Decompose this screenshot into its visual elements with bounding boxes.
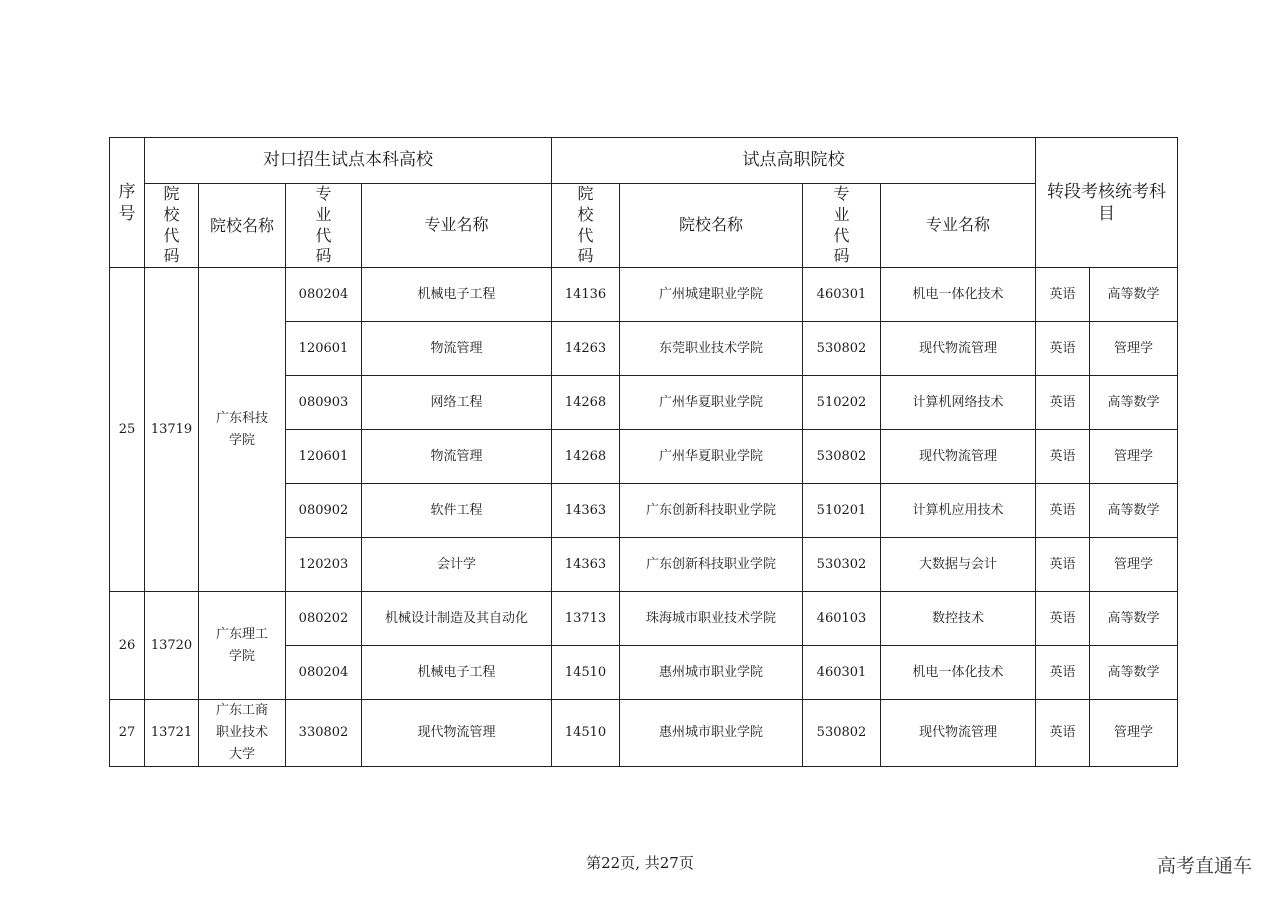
- subject2-cell: 管理学: [1090, 700, 1178, 767]
- voc-name-cell: 珠海城市职业技术学院: [620, 592, 803, 646]
- voc-code-cell: 14510: [552, 646, 620, 700]
- subject2-cell: 高等数学: [1090, 268, 1178, 322]
- subject1-cell: 英语: [1036, 700, 1090, 767]
- header-voc-code: 院校代码: [552, 184, 620, 268]
- voc-major-code-cell: 510202: [803, 376, 881, 430]
- subject1-cell: 英语: [1036, 484, 1090, 538]
- voc-name-cell: 广东创新科技职业学院: [620, 538, 803, 592]
- voc-code-cell: 14263: [552, 322, 620, 376]
- ug-major-code-cell: 080903: [286, 376, 362, 430]
- header-voc-major-code: 专业代码: [803, 184, 881, 268]
- voc-name-cell: 广州城建职业学院: [620, 268, 803, 322]
- watermark: 高考直通车: [1156, 855, 1252, 877]
- voc-name-cell: 广州华夏职业学院: [620, 430, 803, 484]
- header-undergrad-group: 对口招生试点本科高校: [145, 138, 552, 184]
- seq-cell: 25: [110, 268, 145, 592]
- voc-major-name-cell: 大数据与会计: [881, 538, 1036, 592]
- ug-major-name-cell: 物流管理: [362, 430, 552, 484]
- voc-major-name-cell: 计算机应用技术: [881, 484, 1036, 538]
- voc-code-cell: 14268: [552, 376, 620, 430]
- ug-code-cell: 13721: [145, 700, 199, 767]
- table-row: [110, 592, 1178, 646]
- voc-major-code-cell: 530802: [803, 430, 881, 484]
- header-seq: 序号: [110, 138, 145, 268]
- ug-major-code-cell: 120601: [286, 322, 362, 376]
- voc-code-cell: 14510: [552, 700, 620, 767]
- ug-major-name-cell: 会计学: [362, 538, 552, 592]
- header-ug-major-name: 专业名称: [362, 184, 552, 268]
- voc-major-name-cell: 现代物流管理: [881, 322, 1036, 376]
- subject2-cell: 高等数学: [1090, 376, 1178, 430]
- ug-major-code-cell: 120601: [286, 430, 362, 484]
- voc-major-name-cell: 机电一体化技术: [881, 268, 1036, 322]
- voc-major-name-cell: 现代物流管理: [881, 430, 1036, 484]
- voc-name-cell: 广州华夏职业学院: [620, 376, 803, 430]
- ug-name-cell: 广东理工学院: [199, 592, 286, 700]
- voc-major-code-cell: 510201: [803, 484, 881, 538]
- ug-major-name-cell: 物流管理: [362, 322, 552, 376]
- ug-code-cell: 13720: [145, 592, 199, 700]
- header-ug-name: 院校名称: [199, 184, 286, 268]
- header-voc-name: 院校名称: [620, 184, 803, 268]
- subject1-cell: 英语: [1036, 430, 1090, 484]
- voc-name-cell: 惠州城市职业学院: [620, 646, 803, 700]
- voc-major-name-cell: 机电一体化技术: [881, 646, 1036, 700]
- voc-major-name-cell: 现代物流管理: [881, 700, 1036, 767]
- ug-major-name-cell: 网络工程: [362, 376, 552, 430]
- ug-code-cell: 13719: [145, 268, 199, 592]
- subject1-cell: 英语: [1036, 538, 1090, 592]
- subject2-cell: 高等数学: [1090, 646, 1178, 700]
- ug-major-code-cell: 080902: [286, 484, 362, 538]
- voc-code-cell: 13713: [552, 592, 620, 646]
- ug-major-code-cell: 080204: [286, 646, 362, 700]
- subject1-cell: 英语: [1036, 322, 1090, 376]
- voc-name-cell: 惠州城市职业学院: [620, 700, 803, 767]
- ug-name-cell: 广东工商职业技术大学: [199, 700, 286, 767]
- ug-major-name-cell: 软件工程: [362, 484, 552, 538]
- ug-major-name-cell: 现代物流管理: [362, 700, 552, 767]
- voc-major-name-cell: 数控技术: [881, 592, 1036, 646]
- header-vocational-group: 试点高职院校: [552, 138, 1036, 184]
- seq-cell: 26: [110, 592, 145, 700]
- voc-code-cell: 14136: [552, 268, 620, 322]
- ug-name-cell: 广东科技学院: [199, 268, 286, 592]
- subject2-cell: 高等数学: [1090, 592, 1178, 646]
- voc-major-code-cell: 530802: [803, 322, 881, 376]
- header-ug-major-code: 专业代码: [286, 184, 362, 268]
- header-exam-subjects: 转段考核统考科目: [1036, 138, 1178, 268]
- ug-major-code-cell: 330802: [286, 700, 362, 767]
- header-ug-code: 院校代码: [145, 184, 199, 268]
- voc-major-code-cell: 530802: [803, 700, 881, 767]
- table-row: [110, 268, 1178, 322]
- table-row: [110, 700, 1178, 767]
- ug-major-name-cell: 机械电子工程: [362, 646, 552, 700]
- subject1-cell: 英语: [1036, 376, 1090, 430]
- voc-code-cell: 14363: [552, 484, 620, 538]
- seq-cell: 27: [110, 700, 145, 767]
- admissions-table: [109, 137, 1178, 767]
- voc-name-cell: 东莞职业技术学院: [620, 322, 803, 376]
- ug-major-name-cell: 机械设计制造及其自动化: [362, 592, 552, 646]
- ug-major-code-cell: 080202: [286, 592, 362, 646]
- subject1-cell: 英语: [1036, 646, 1090, 700]
- subject2-cell: 高等数学: [1090, 484, 1178, 538]
- subject2-cell: 管理学: [1090, 538, 1178, 592]
- subject1-cell: 英语: [1036, 592, 1090, 646]
- subject2-cell: 管理学: [1090, 322, 1178, 376]
- voc-major-code-cell: 530302: [803, 538, 881, 592]
- voc-major-code-cell: 460301: [803, 646, 881, 700]
- voc-name-cell: 广东创新科技职业学院: [620, 484, 803, 538]
- voc-major-code-cell: 460301: [803, 268, 881, 322]
- subject1-cell: 英语: [1036, 268, 1090, 322]
- voc-major-code-cell: 460103: [803, 592, 881, 646]
- ug-major-code-cell: 120203: [286, 538, 362, 592]
- ug-major-code-cell: 080204: [286, 268, 362, 322]
- page-number: 第22页, 共27页: [586, 854, 694, 872]
- voc-major-name-cell: 计算机网络技术: [881, 376, 1036, 430]
- voc-code-cell: 14363: [552, 538, 620, 592]
- voc-code-cell: 14268: [552, 430, 620, 484]
- ug-major-name-cell: 机械电子工程: [362, 268, 552, 322]
- header-voc-major-name: 专业名称: [881, 184, 1036, 268]
- subject2-cell: 管理学: [1090, 430, 1178, 484]
